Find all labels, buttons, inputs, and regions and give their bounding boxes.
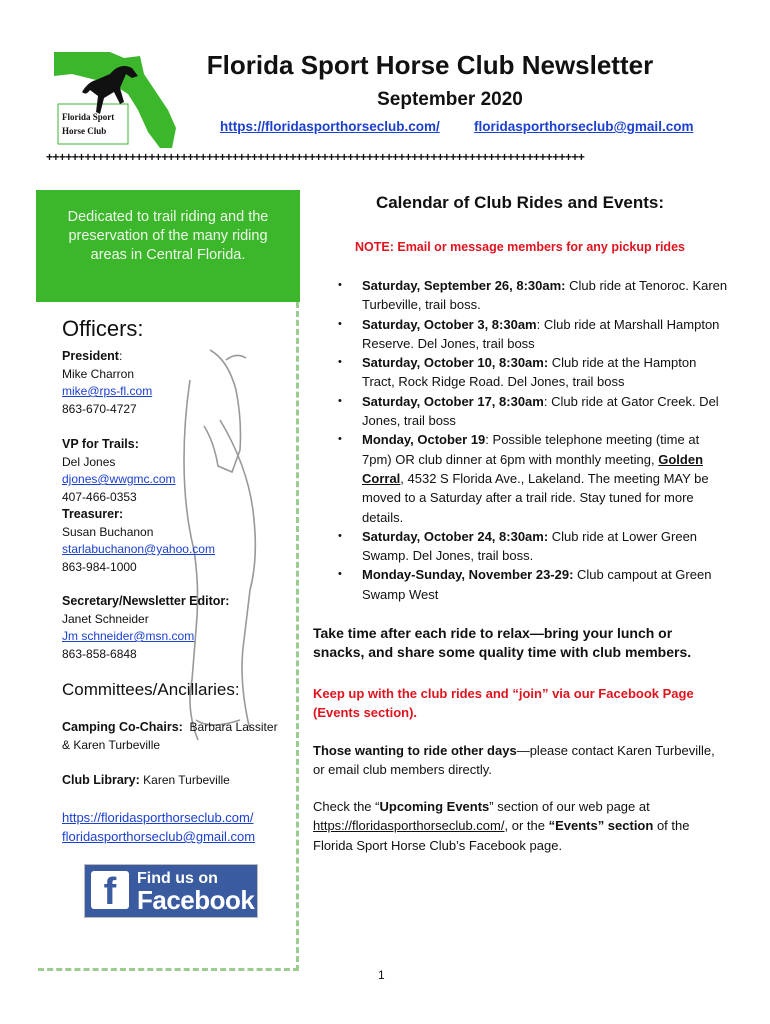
email-link[interactable]: floridasporthorseclub@gmail.com [474,119,694,134]
treasurer-name: Susan Buchanon [62,524,154,539]
event-item: • Monday-Sunday, November 23-29: Club campout at Green Swamp West [338,567,712,602]
bullet-icon: • [338,317,342,330]
bullet-icon: • [338,356,342,369]
bullet-icon: • [338,433,342,446]
event-item: • Saturday, October 10, 8:30am: Club ride at the Hampton Tract, Rock Ridge Road. Del Jones, trail boss [338,355,697,390]
treasurer-email[interactable]: starlabuchanon@yahoo.com [62,542,215,556]
svg-text:Horse Club: Horse Club [62,126,107,136]
facebook-button[interactable] [84,864,258,918]
sidebar-website-link[interactable]: https://floridasporthorseclub.com/ [62,810,254,825]
secretary-email[interactable]: Jm schneider@msn.com [62,629,195,643]
vp-phone: 407-466-0353 [62,489,137,504]
pickup-note: NOTE: Email or message members for any pickup rides [355,240,685,254]
committees-heading: Committees/Ancillaries: [62,680,240,699]
check-events-paragraph: Check the “Upcoming Events” section of our web page at https://floridasporthorseclub.com/, or the “Events” section of the Florida Sport Horse Club’s Facebook page. [313,799,690,853]
event-item: • Saturday, October 24, 8:30am: Club ride at Lower Green Swamp. Del Jones, trail boss. [338,528,698,564]
vp-email[interactable]: djones@wwgmc.com [62,472,176,486]
facebook-join-paragraph: Keep up with the club rides and “join” via our Facebook Page (Events section). [313,686,694,721]
calendar-heading: Calendar of Club Rides and Events: [375,193,665,212]
officers-heading: Officers: [62,316,144,341]
check-website-link[interactable]: https://floridasporthorseclub.com/ [313,818,505,834]
secretary-label: Secretary/Newsletter Editor: [62,594,230,608]
club-logo [52,44,182,154]
event-item: • Saturday, October 3, 8:30am: Club ride at Marshall Hampton Reserve. Del Jones, trail boss [338,316,720,351]
vp-name: Del Jones [62,454,116,469]
treasurer-phone: 863-984-1000 [62,559,137,574]
vp-label: VP for Trails: [62,437,139,451]
website-link[interactable]: https://floridasporthorseclub.com/ [220,119,440,134]
library-block [62,772,230,790]
newsletter-issue: September 2020 [377,89,523,110]
facebook-find-us: Find us on [137,870,218,887]
president-name: Mike Charron [62,366,135,381]
relax-paragraph: Take time after each ride to relax—bring your lunch or snacks, and share some quality time with club members. [313,625,692,661]
library-label: Club Library: [62,773,140,787]
camping-names: Barbara Lassiter [189,720,278,734]
president-email[interactable]: mike@rps-fl.com [62,384,153,398]
sidebar-links [62,808,255,846]
library-name: Karen Turbeville [143,773,230,787]
vp-block [62,436,215,576]
treasurer-label: Treasurer: [62,507,124,521]
events-list [338,276,728,604]
bullet-icon: • [338,568,342,581]
secretary-name: Janet Schneider [62,611,149,626]
event-item: • Saturday, September 26, 8:30am: Club ride at Tenoroc. Karen Turbeville, trail boss. [338,278,728,313]
bullet-icon: • [338,529,342,542]
camping-block [62,719,292,754]
president-label: President [62,349,119,363]
sidebar-tagline: Dedicated to trail riding and the preservation of the many riding areas in Central Florida. [67,209,269,263]
page-number: 1 [378,968,385,982]
camping-label: Camping Co-Chairs: [62,720,183,734]
logo-text: Florida Sport [62,112,115,122]
separator-line: ++++++++++++++++++++++++++++++++++++++++++++++++++++++++++++++++++++++++++++++++++++ [46,150,585,164]
secretary-phone: 863-858-6848 [62,646,137,661]
facebook-icon: f [91,871,129,909]
secretary-block [62,593,229,663]
bullet-icon: • [338,394,342,407]
other-days-paragraph: Those wanting to ride other days—please contact Karen Turbeville, or email club members directly. [313,743,715,778]
camping-names-cont: & Karen Turbeville [62,737,161,752]
president-phone: 863-670-4727 [62,401,137,416]
president-block: President: Mike Charron mike@rps-fl.com 863-670-4727 [62,349,153,416]
newsletter-title: Florida Sport Horse Club Newsletter [206,50,654,80]
facebook-wordmark: Facebook [137,885,255,915]
event-item: • Monday, October 19: Possible telephone meeting (time at 7pm) OR club dinner at 6pm with monthly meeting, Golden Corral, 4532 S Florida Ave., Lakeland. The meeting MAY be moved to a Saturday after a trail ride. Stay tuned for more details. [338,432,709,525]
bullet-icon: • [338,279,342,291]
event-item: • Saturday, October 17, 8:30am: Club ride at Gator Creek. Del Jones, trail boss [338,393,719,429]
sidebar-email-link[interactable]: floridasporthorseclub@gmail.com [62,829,256,844]
